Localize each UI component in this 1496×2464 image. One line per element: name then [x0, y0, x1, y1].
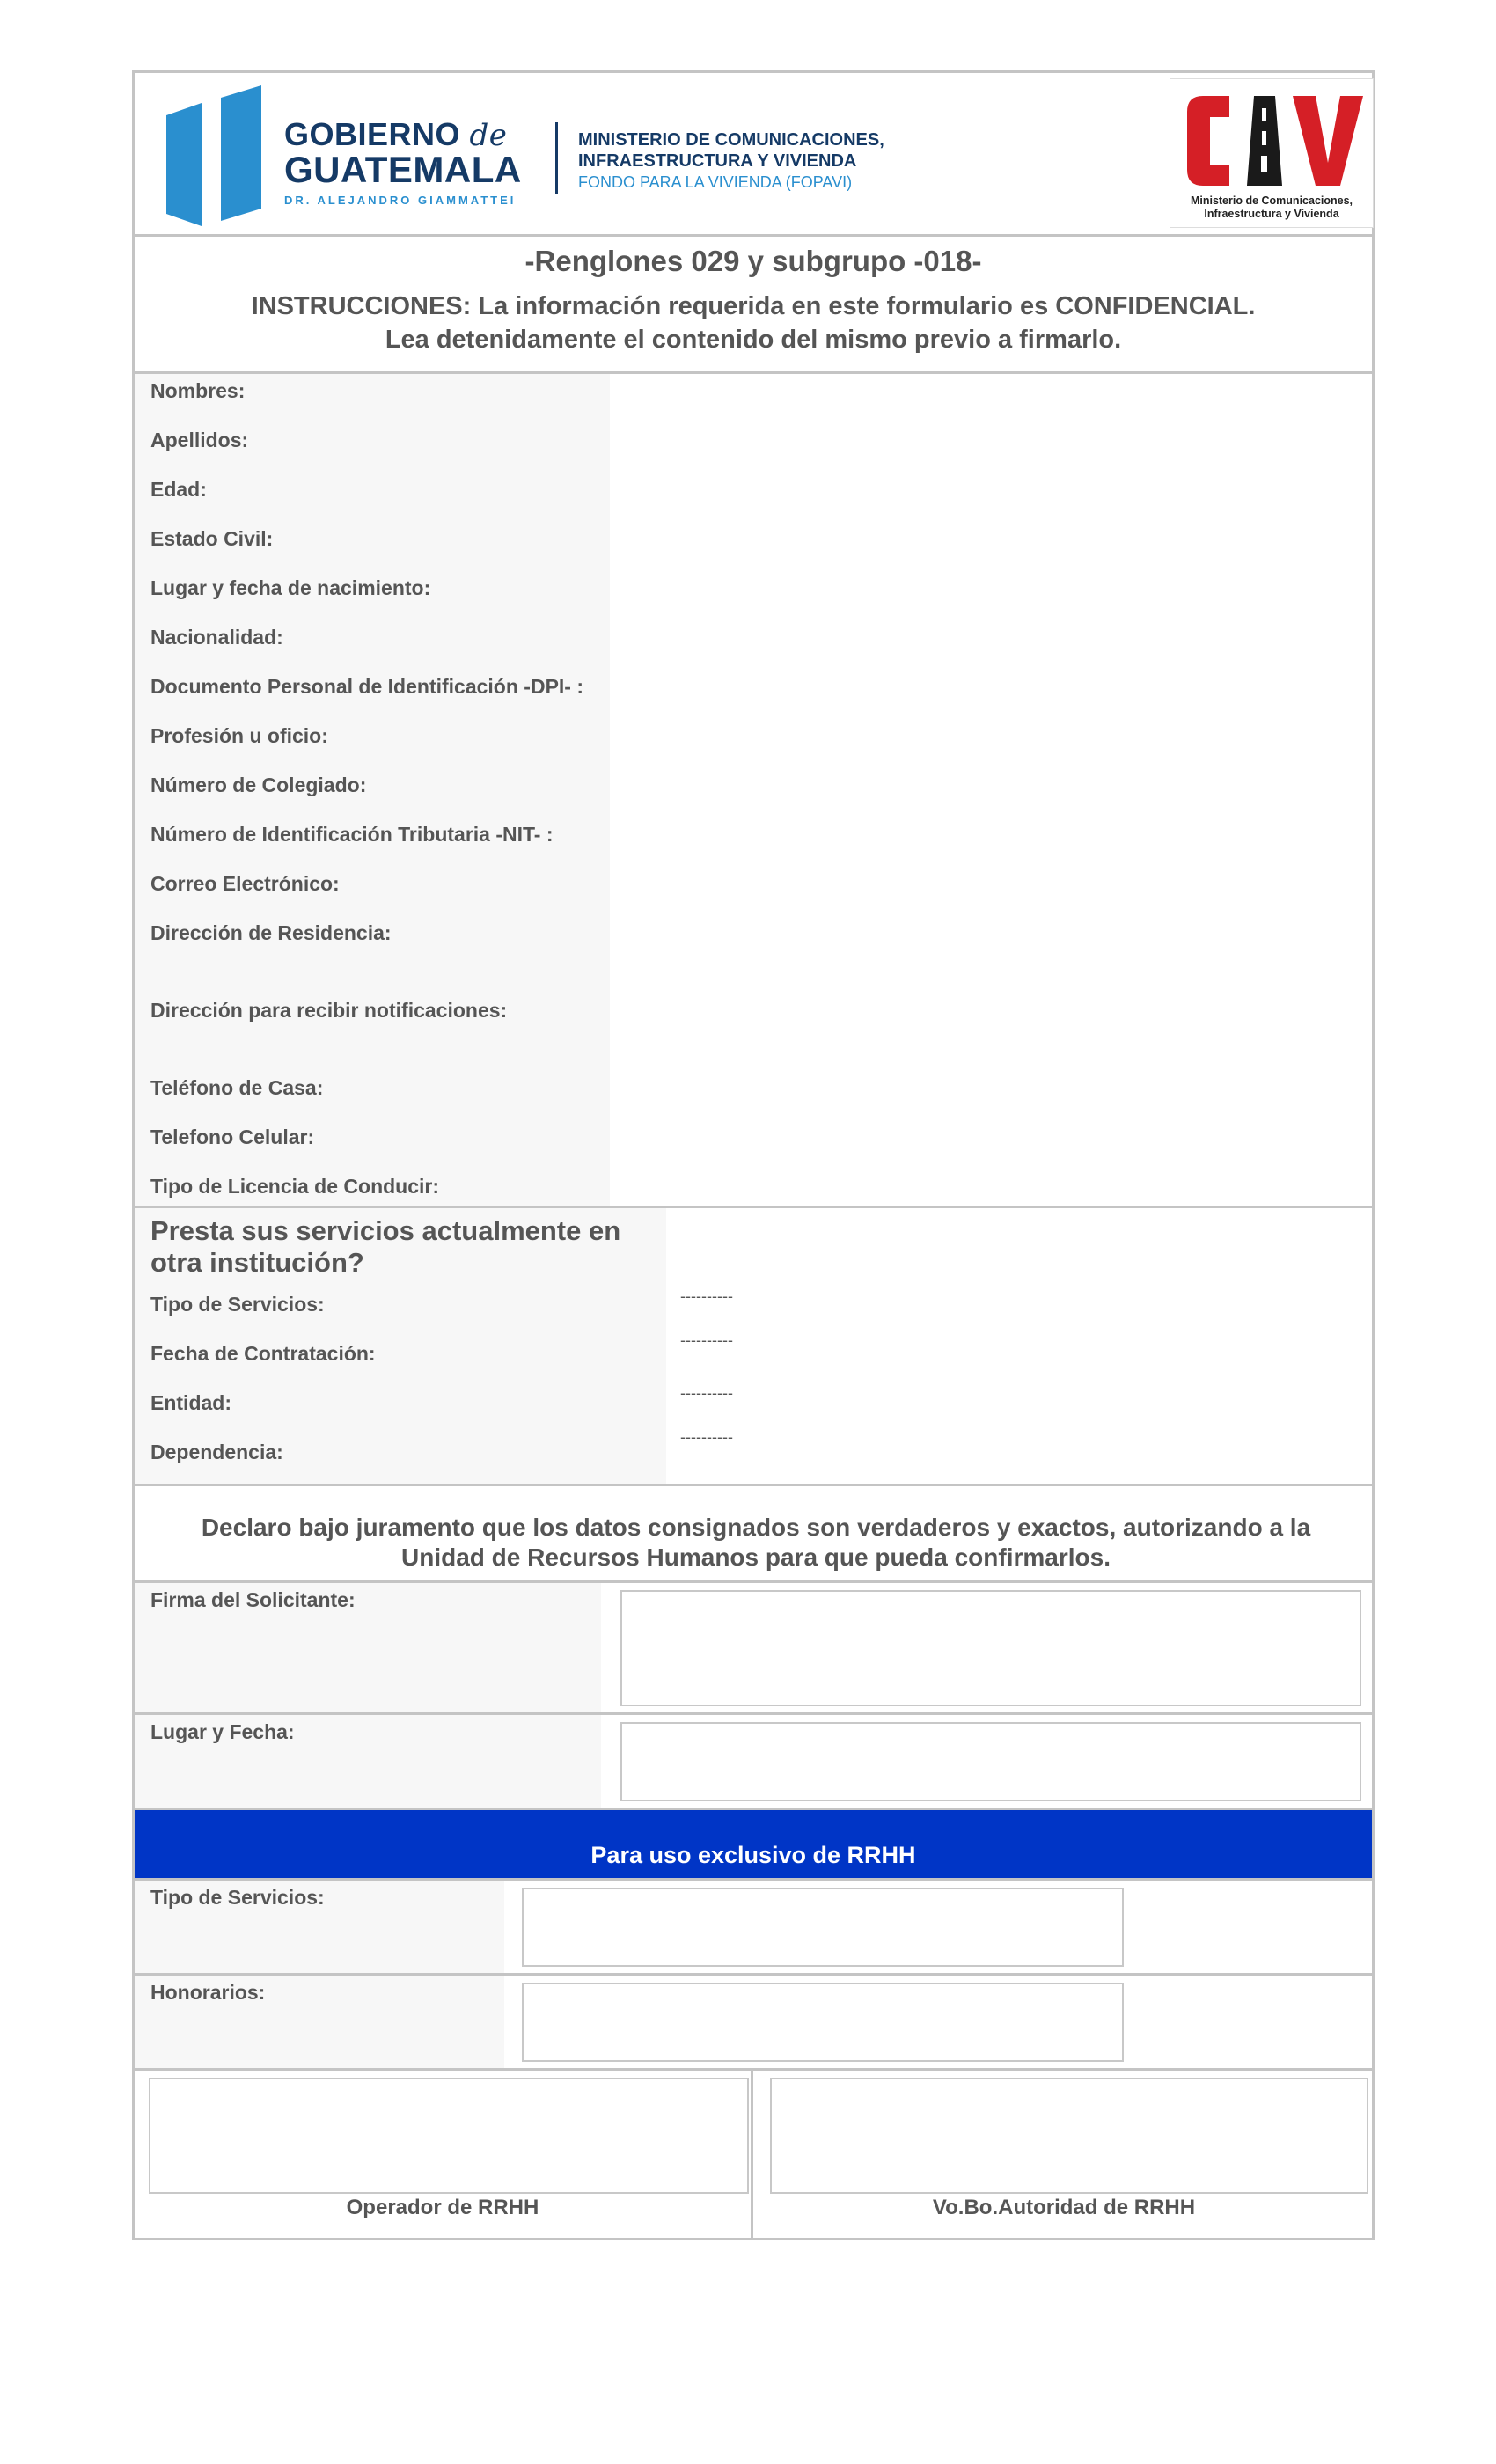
authority-signature-field[interactable] [770, 2078, 1368, 2194]
rrhh-service-type-section [135, 1881, 1372, 1976]
field-estado-civil: Estado Civil: [150, 527, 274, 550]
value-entidad: ---------- [680, 1384, 733, 1402]
value-dependencia: ---------- [680, 1428, 733, 1446]
declaration-text: Declaro bajo juramento que los datos consignados son verdaderos y exactos, autorizando a la Unidad de Recursos Humanos para que pueda confirmarlos. [201, 1514, 1311, 1571]
signature-field[interactable] [620, 1590, 1361, 1706]
rrhh-service-type-field[interactable] [522, 1888, 1124, 1967]
authority-signature-area [756, 2071, 1372, 2238]
label-rrhh-tipo-servicios: Tipo de Servicios: [150, 1886, 325, 1909]
civ-caption-line2: Infraestructura y Vivienda [1204, 208, 1339, 220]
declaration-section [135, 1486, 1372, 1583]
rrhh-fees-section [135, 1976, 1372, 2071]
gobierno-wordmark [284, 116, 548, 207]
instructions-line1: INSTRUCCIONES: La información requerida en este formulario es CONFIDENCIAL. [251, 292, 1256, 320]
civ-logo [1170, 78, 1374, 228]
value-fecha-contratacion: ---------- [680, 1331, 733, 1349]
gov-line2: GUATEMALA [284, 149, 522, 190]
ministry-name [578, 129, 884, 193]
ministry-line2: INFRAESTRUCTURA Y VIVIENDA [578, 151, 857, 171]
field-direccion-notificaciones: Dirección para recibir notificaciones: [150, 999, 508, 1022]
field-telefono-casa: Teléfono de Casa: [150, 1076, 324, 1099]
label-firma-solicitante: Firma del Solicitante: [150, 1588, 356, 1611]
field-licencia: Tipo de Licencia de Conducir: [150, 1175, 440, 1198]
other-services-section [135, 1208, 1372, 1486]
value-tipo-servicios: ---------- [680, 1287, 733, 1305]
field-nacionalidad: Nacionalidad: [150, 626, 283, 649]
rrhh-signatures-section [135, 2071, 1372, 2238]
form-header [135, 73, 1372, 237]
field-nit: Número de Identificación Tributaria -NIT- : [150, 823, 554, 846]
ministry-line3: FONDO PARA LA VIVIENDA (FOPAVI) [578, 173, 853, 191]
field-edad: Edad: [150, 478, 207, 501]
field-nombres: Nombres: [150, 379, 246, 402]
authority-label: Vo.Bo.Autoridad de RRHH [932, 2196, 1196, 2219]
field-tipo-servicios: Tipo de Servicios: [150, 1293, 325, 1316]
personal-data-section [135, 374, 1372, 1208]
rrhh-fees-field[interactable] [522, 1983, 1124, 2062]
field-dpi: Documento Personal de Identificación -DPI- : [150, 675, 584, 698]
civ-caption [1170, 194, 1374, 221]
field-lugar-fecha-nacimiento: Lugar y fecha de nacimiento: [150, 576, 431, 599]
field-colegiado: Número de Colegiado: [150, 774, 367, 796]
operator-signature-field[interactable] [149, 2078, 749, 2194]
field-telefono-celular: Telefono Celular: [150, 1126, 315, 1148]
gov-de: de [469, 118, 508, 153]
label-honorarios: Honorarios: [150, 1981, 266, 2004]
field-entidad: Entidad: [150, 1391, 231, 1414]
field-fecha-contratacion: Fecha de Contratación: [150, 1342, 376, 1365]
gov-line1: GOBIERNO [284, 116, 461, 152]
label-lugar-fecha: Lugar y Fecha: [150, 1720, 295, 1743]
field-apellidos: Apellidos: [150, 429, 249, 451]
rrhh-banner-text: Para uso exclusivo de RRHH [590, 1842, 916, 1868]
services-question: Presta sus servicios actualmente en otra institución? [150, 1215, 621, 1278]
ministry-line1: MINISTERIO DE COMUNICACIONES, [578, 130, 884, 150]
form-title: -Renglones 029 y subgrupo -018- [524, 245, 982, 277]
operator-label: Operador de RRHH [346, 2196, 539, 2219]
gobierno-guatemala-logo-icon [166, 85, 261, 226]
gov-line3: DR. ALEJANDRO GIAMMATTEI [284, 194, 517, 207]
operator-signature-area [135, 2071, 753, 2238]
application-form [132, 70, 1375, 2240]
header-divider [555, 122, 558, 194]
field-direccion-residencia: Dirección de Residencia: [150, 921, 392, 944]
instructions-line2: Lea detenidamente el contenido del mismo previo a firmarlo. [385, 326, 1122, 354]
rrhh-banner [135, 1810, 1372, 1881]
civ-caption-line1: Ministerio de Comunicaciones, [1190, 194, 1353, 207]
applicant-signature-section [135, 1583, 1372, 1715]
place-date-field[interactable] [620, 1722, 1361, 1801]
field-dependencia: Dependencia: [150, 1441, 283, 1463]
form-title-section [135, 237, 1372, 374]
place-date-section [135, 1715, 1372, 1810]
field-profesion: Profesión u oficio: [150, 724, 328, 747]
field-correo: Correo Electrónico: [150, 872, 340, 895]
